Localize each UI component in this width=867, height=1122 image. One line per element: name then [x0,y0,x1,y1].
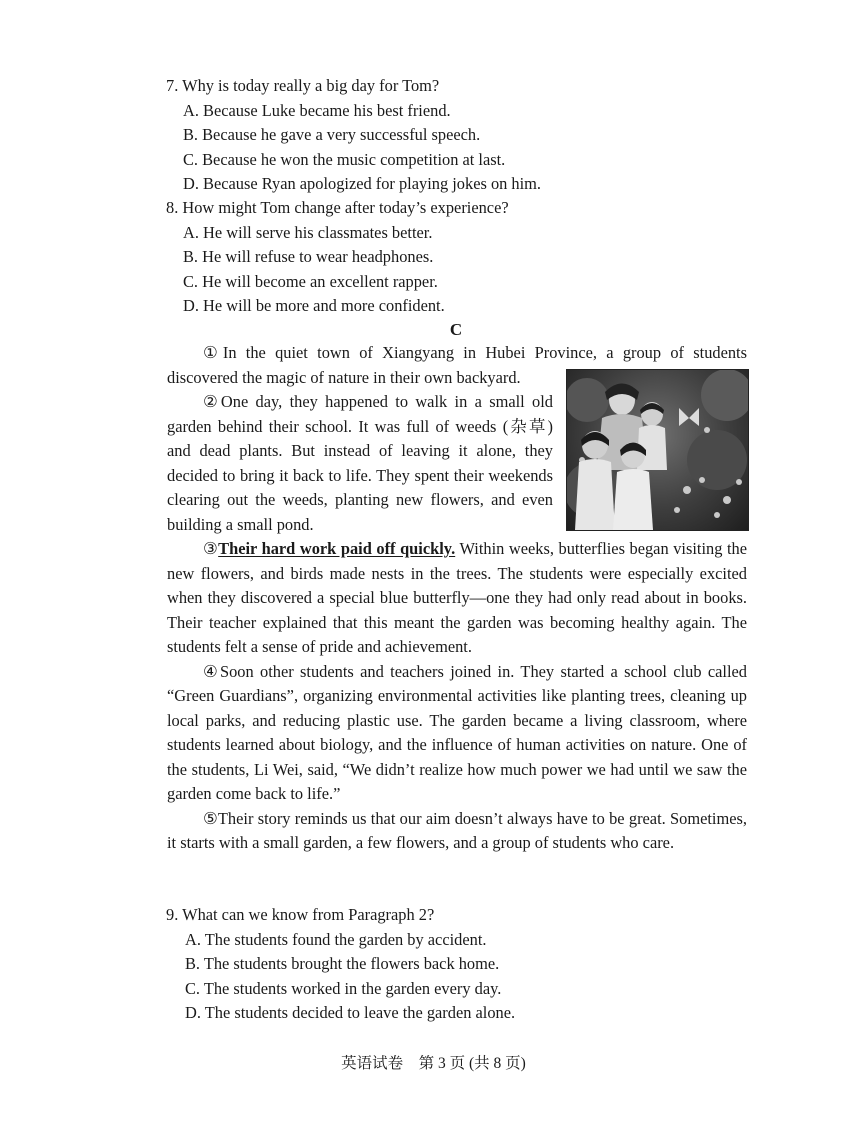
paragraph-4 [167,660,747,807]
option-d: D. The students decided to leave the garden alone. [185,1003,516,1022]
option-c: C. The students worked in the garden every day. [185,978,502,998]
underlined-sentence: Their hard work paid off quickly. [218,539,456,558]
paragraph-3 [167,537,747,660]
section-heading: C [449,320,463,339]
reading-passage [167,341,747,856]
question-stem: 8. How might Tom change after today’s experience? [166,198,509,217]
question-7 [166,74,766,197]
paragraph-4-text: ④Soon other students and teachers joined in. They started a school club called “Green Guardians”, organizing environmental activities like planting trees, cleaning up local parks, and reducing plastic use. The garden became a living classroom, where students learned about biology, and the influence of human activities on nature. One of the students, Li Wei, said, “We didn’t realize how much power we had until we saw the garden come back to life.” [167,661,747,803]
question-stem: 7. Why is today really a big day for Tom? [166,76,440,95]
question-9 [166,903,766,1026]
option-a: A. The students found the garden by accident. [185,929,487,949]
option-a: A. He will serve his classmates better. [183,222,433,242]
option-d: D. He will be more and more confident. [183,296,445,315]
paragraph-1-text: ①In the quiet town of Xiangyang in Hubei Province, a group of students discovered the magic of nature in their own backyard. [167,343,747,387]
paragraph-2-text: ②One day, they happened to walk in a small old garden behind their school. It was full of weeds (杂草) and dead plants. But instead of leaving it alone, they decided to bring it back to life. They spent their weekends clearing out the weeds, planting new flowers, and even building a small pond. [167,392,553,534]
paragraph-marker: ③ [203,539,219,558]
paragraph-1 [167,341,747,390]
option-d: D. Because Ryan apologized for playing jokes on him. [183,174,542,193]
paragraph-2 [167,390,553,537]
paragraph-5 [167,807,747,856]
question-stem: 9. What can we know from Paragraph 2? [166,905,435,924]
option-b: B. Because he gave a very successful speech. [183,125,481,144]
question-8 [166,196,766,319]
paragraph-3-text: Within weeks, butterflies began visiting the new flowers, and birds made nests in the trees. The students were especially excited when they discovered a special blue butterfly—one they had only read about in books. Their teacher explained that this meant the garden was becoming healthy again. The students felt a sense of pride and achievement. [167,539,747,656]
option-c: C. He will become an excellent rapper. [183,271,438,291]
option-b: B. He will refuse to wear headphones. [183,247,434,266]
page-footer: 英语试卷 第 3 页 (共 8 页) [341,1055,526,1072]
option-a: A. Because Luke became his best friend. [183,100,451,120]
option-b: B. The students brought the flowers back home. [185,954,500,973]
option-c: C. Because he won the music competition at last. [183,149,506,169]
paragraph-5-text: ⑤Their story reminds us that our aim doesn’t always have to be great. Sometimes, it starts with a small garden, a few flowers, and a group of students who care. [167,808,747,852]
